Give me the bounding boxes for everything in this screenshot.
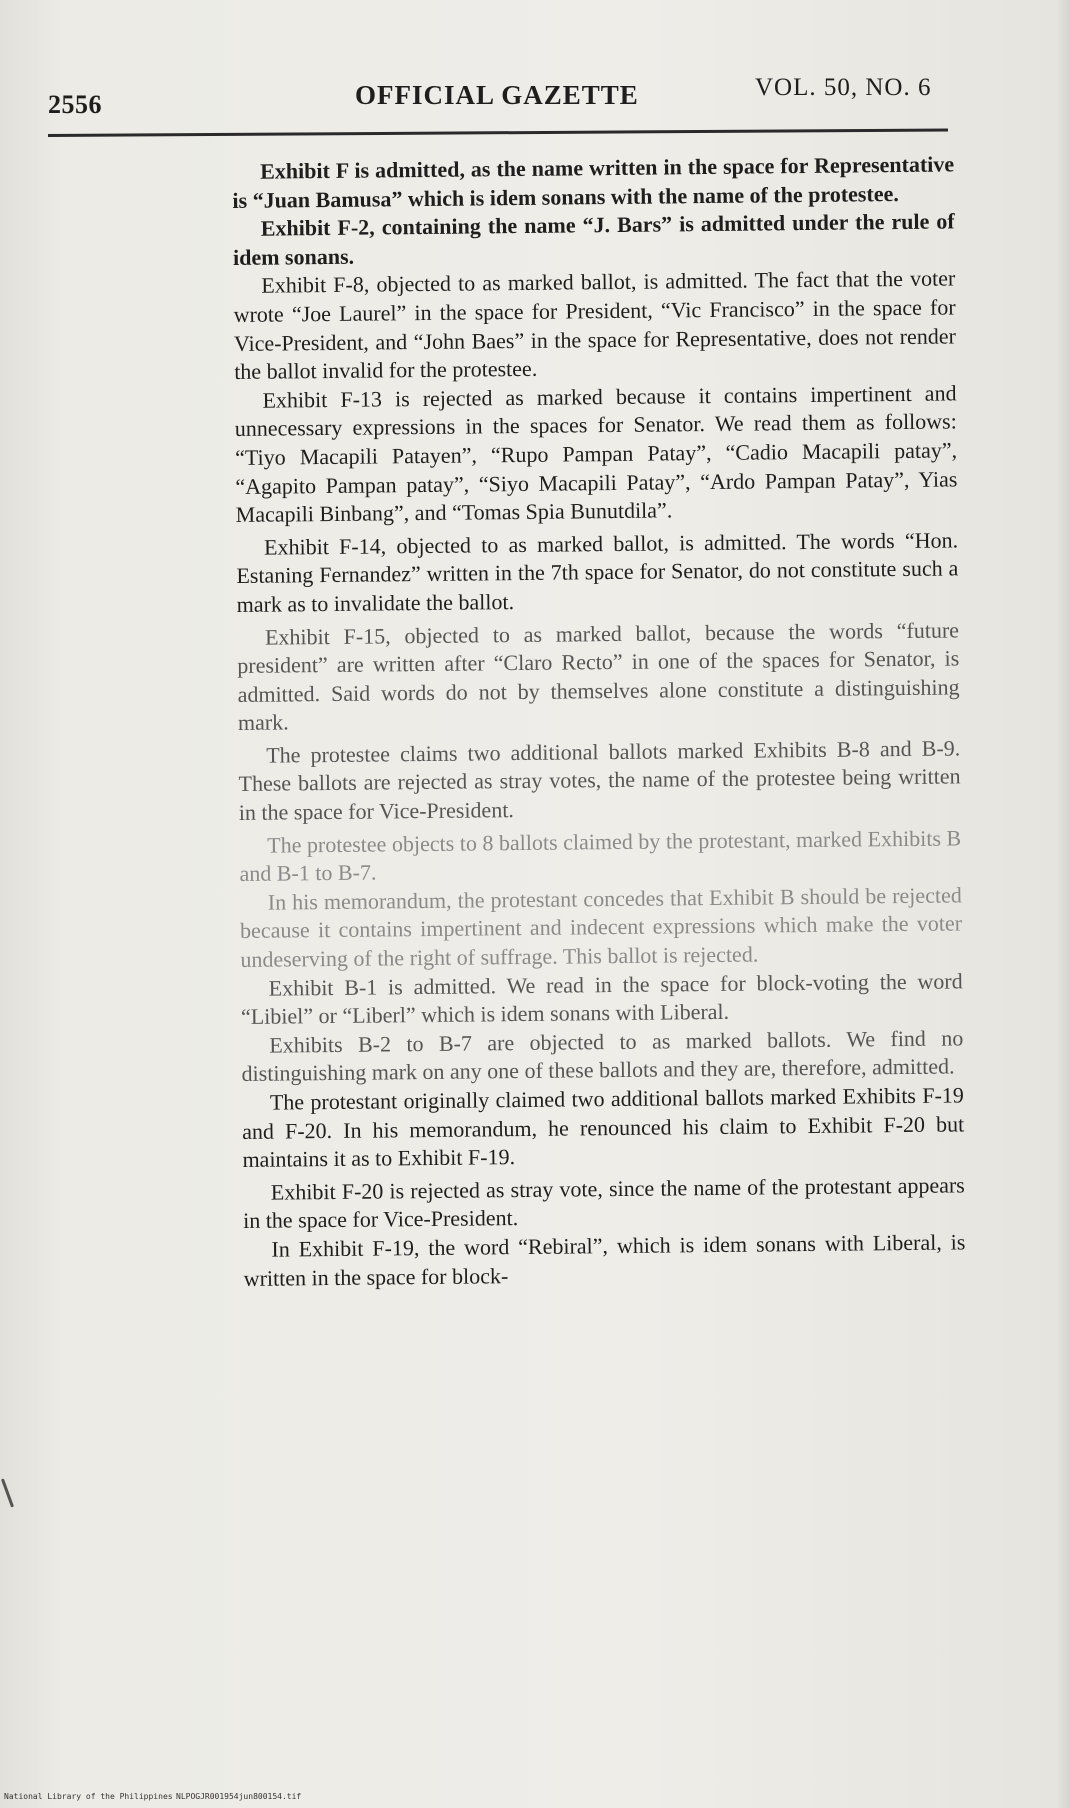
paragraph-protestee-claims: The protestee claims two additional ballots marked Exhibits B-8 and B-9. These ballots are rejected as stray votes, the name of the protestee being written in the space for Vice-President. xyxy=(238,735,961,826)
paragraph-exhibit-f20: Exhibit F-20 is rejected as stray vote, since the name of the protestant appears in the space for Vice-President. xyxy=(242,1172,965,1234)
paragraph-exhibits-b2-b7: Exhibits B-2 to B-7 are objected to as marked ballots. We find no distinguishing mark on any one of these ballots and they are, therefore, admitted. xyxy=(241,1025,964,1087)
paragraph-exhibit-b1: Exhibit B-1 is admitted. We read in the space for block-voting the word “Libiel” or “Liberl” which is idem sonans with Liberal. xyxy=(240,968,963,1030)
scan-artifact xyxy=(1,1478,14,1507)
paragraph-exhibit-f8: Exhibit F-8, objected to as marked ballot, is admitted. The fact that the voter wrote “Joe Laurel” in the space for President, “Vic Francisco” in the space for Vice-President, and “John Baes” in the space for Representative, does not render the ballot invalid for the protestee. xyxy=(233,265,957,385)
paragraph-exhibit-f: Exhibit F is admitted, as the name written in the space for Representative is “Juan Bamusa” which is idem sonans with the name of the protestee. xyxy=(232,151,955,213)
header-rule xyxy=(48,129,948,137)
paragraph-exhibit-f13: Exhibit F-13 is rejected as marked because it contains impertinent and unnecessary expressions in the spaces for Senator. We read them as follows: “Tiyo Macapili Patayen”, “Rupo Pampan Patay”, “Cadio Macapili patay”, “Agapito Pampan patay”, “Siyo Macapili Patay”, “Ardo Pampan Patay”, Yias Macapili Binbang”, and “Tomas Spia Bunutdila”. xyxy=(234,380,958,528)
paragraph-exhibit-f15: Exhibit F-15, objected to as marked ballot, because the words “future president” are written after “Claro Recto” in one of the spaces for Senator, is admitted. Said words do not by themselves alone constitute a distinguishing mark. xyxy=(237,616,960,736)
paragraph-exhibit-f2: Exhibit F-2, containing the name “J. Bars” is admitted under the rule of idem sonans. xyxy=(232,208,955,270)
paragraph-protestee-objects: The protestee objects to 8 ballots claimed by the protestant, marked Exhibits B and B-1 to B-7. xyxy=(239,825,962,887)
gazette-title: OFFICIAL GAZETTE xyxy=(355,80,639,110)
paragraph-additional-ballots: The protestant originally claimed two additional ballots marked Exhibits F-19 and F-20. In his memorandum, he renounced his claim to Exhibit F-20 but maintains it as to Exhibit F-19. xyxy=(242,1082,965,1173)
volume-number: VOL. 50, NO. 6 xyxy=(755,74,932,101)
paragraph-exhibit-f19: In Exhibit F-19, the word “Rebiral”, which is idem sonans with Liberal, is written in the space for block- xyxy=(243,1229,966,1291)
page-edge-shadow xyxy=(1056,0,1070,1808)
footer-library: National Library of the Philippines xyxy=(4,1792,173,1801)
footer-filename: NLPOGJR001954jun800154.tif xyxy=(176,1792,302,1801)
page-number: 2556 xyxy=(48,90,102,119)
body-text xyxy=(232,150,966,1293)
paragraph-exhibit-f14: Exhibit F-14, objected to as marked ballot, is admitted. The words “Hon. Estaning Fernandez” written in the 7th space for Senator, do not constitute such a mark as to invalidate the ballot. xyxy=(236,527,959,617)
paragraph-memorandum: In his memorandum, the protestant concedes that Exhibit B should be rejected because it contains impertinent and indecent expressions which make the voter undeserving of the right of suffrage. This ballot is rejected. xyxy=(239,882,963,972)
